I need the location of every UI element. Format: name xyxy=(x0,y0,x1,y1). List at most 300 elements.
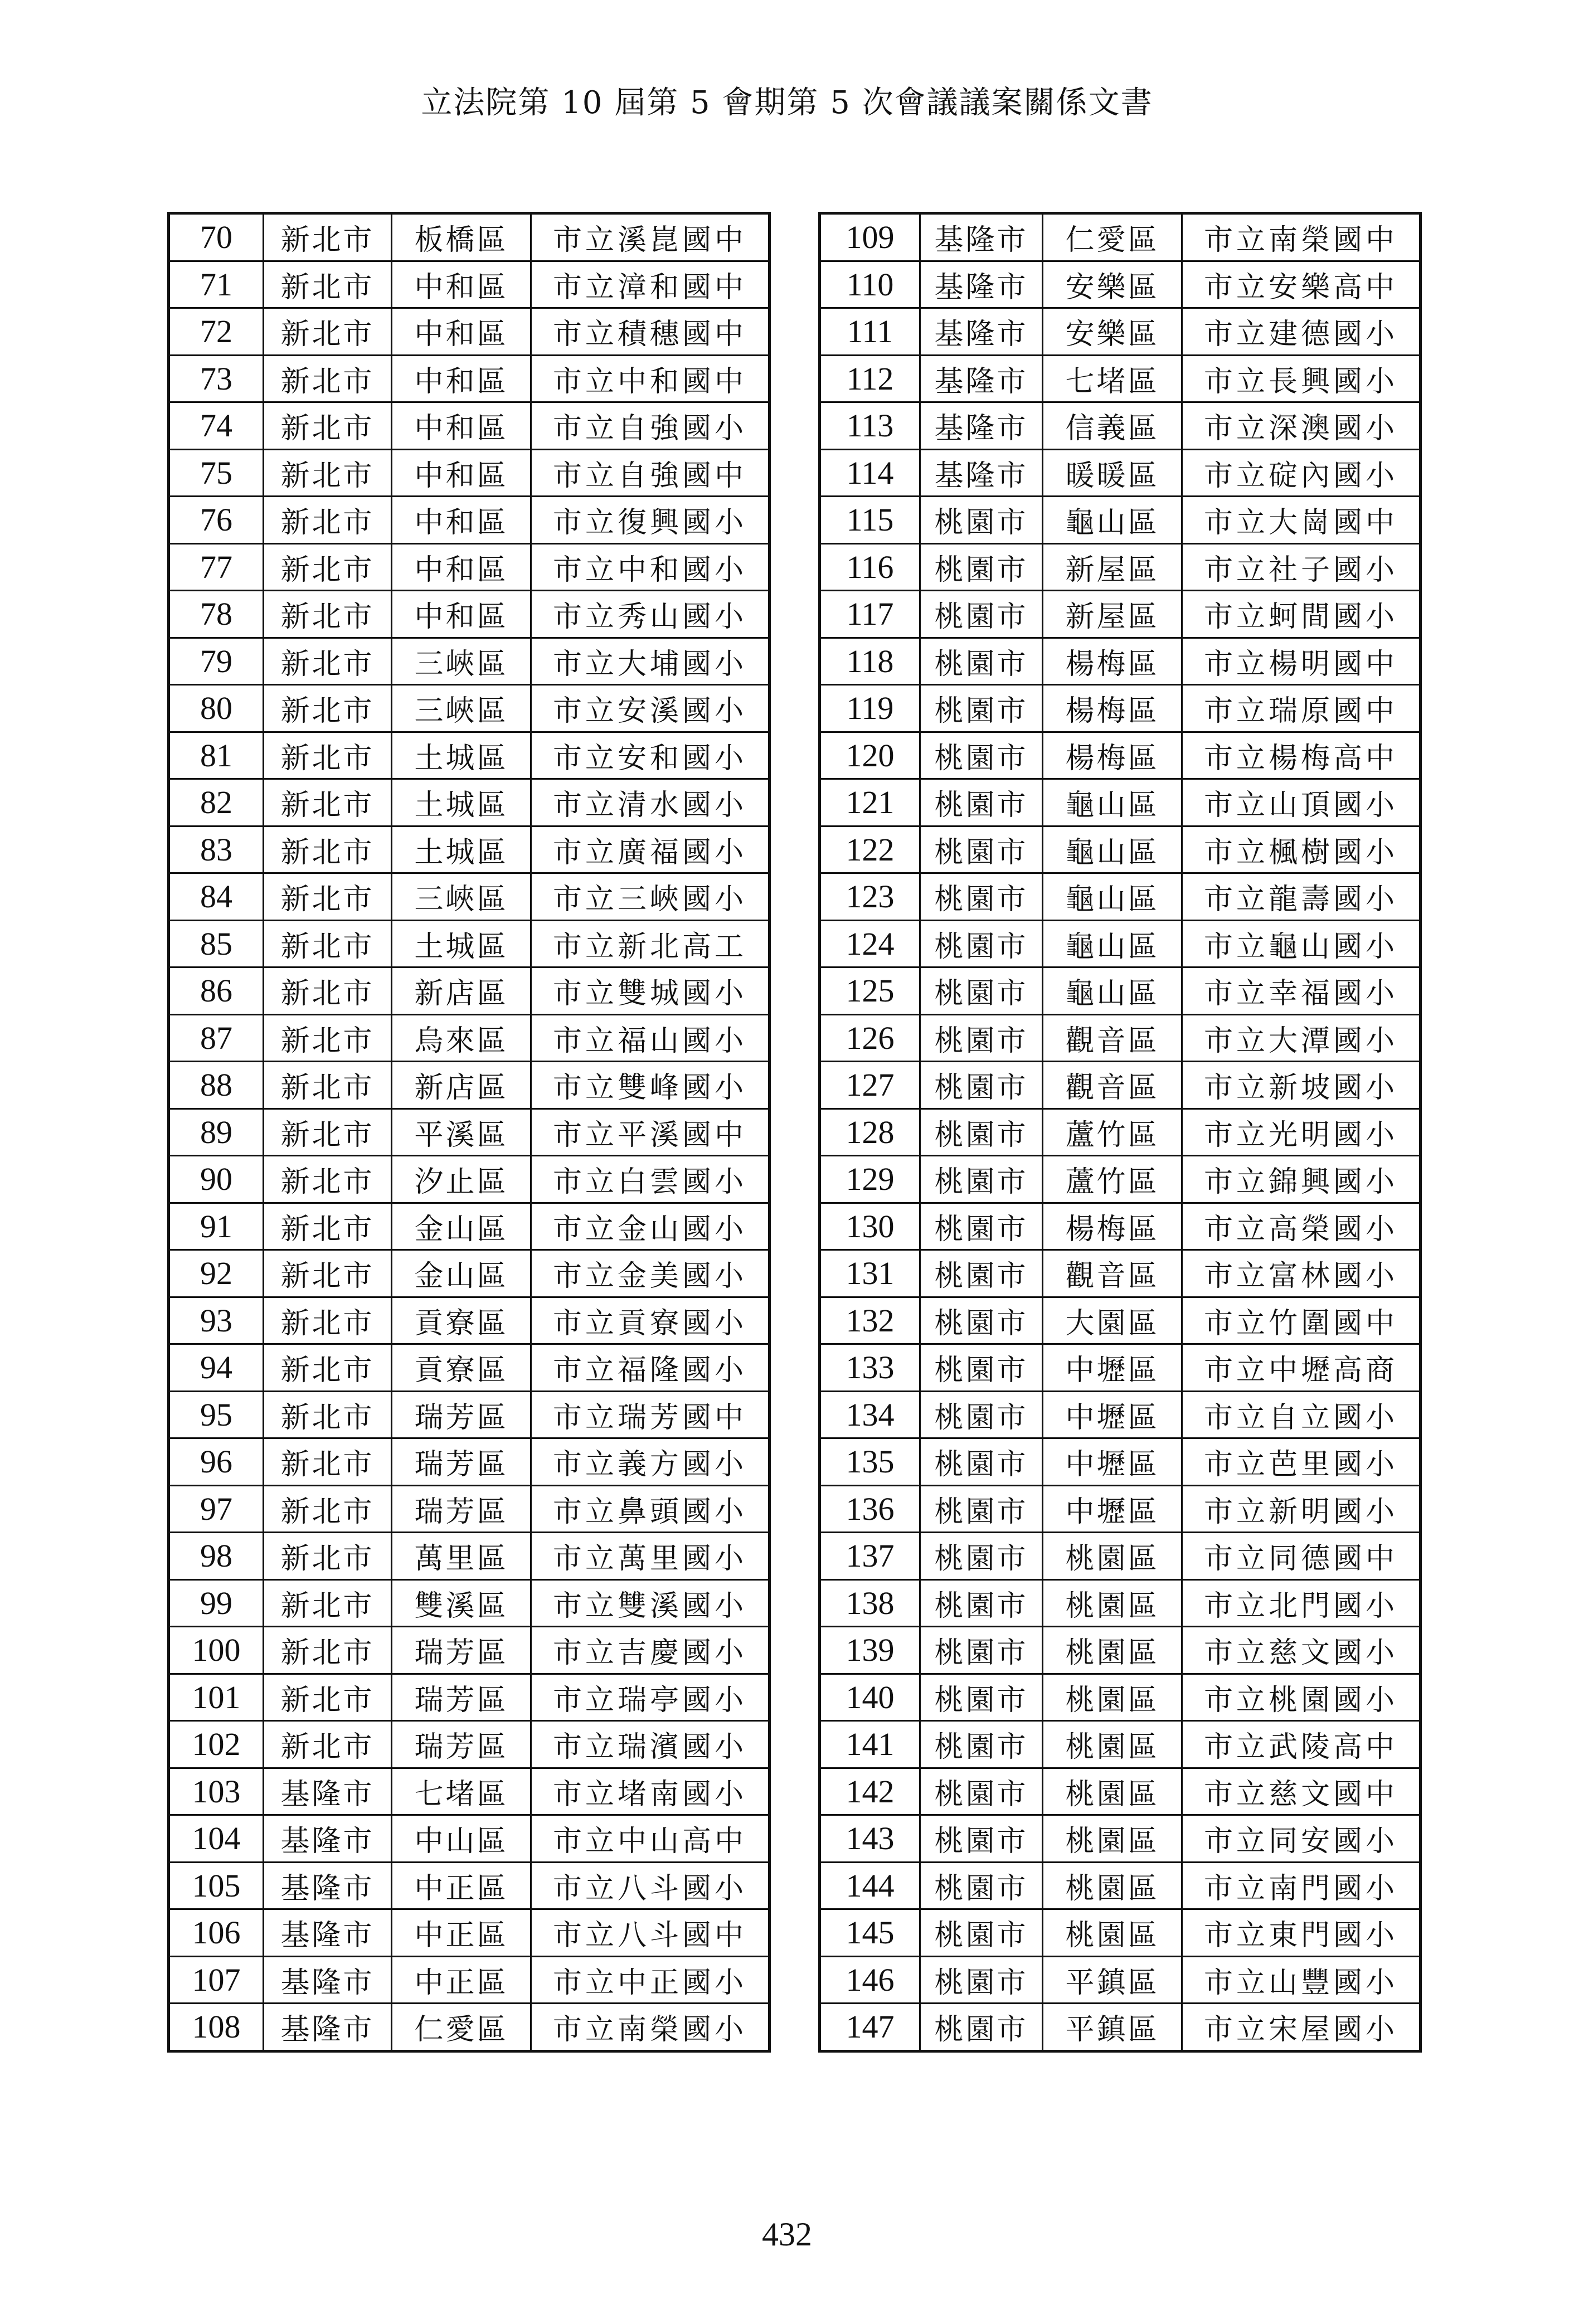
district-cell: 楊梅區 xyxy=(1043,732,1182,779)
school-cell: 市立八斗國小 xyxy=(531,1862,770,1909)
school-cell: 市立漳和國中 xyxy=(531,261,770,308)
table-row xyxy=(169,638,770,685)
school-cell: 市立安樂高中 xyxy=(1182,261,1421,308)
city-cell: 新北市 xyxy=(264,1250,392,1297)
page-number: 432 xyxy=(762,2216,812,2253)
school-cell: 市立深澳國小 xyxy=(1182,402,1421,450)
district-cell: 中壢區 xyxy=(1043,1485,1182,1533)
table-row xyxy=(169,1438,770,1486)
district-cell: 蘆竹區 xyxy=(1043,1108,1182,1156)
city-cell: 新北市 xyxy=(264,449,392,497)
city-cell: 新北市 xyxy=(264,1579,392,1627)
city-cell: 桃園市 xyxy=(920,1297,1043,1344)
district-cell: 土城區 xyxy=(392,732,531,779)
school-cell: 市立瑞芳國中 xyxy=(531,1391,770,1438)
table-row xyxy=(820,449,1421,497)
table-row xyxy=(820,1956,1421,2004)
city-cell: 基隆市 xyxy=(920,355,1043,402)
district-cell: 桃園區 xyxy=(1043,1862,1182,1909)
city-cell: 基隆市 xyxy=(920,449,1043,497)
school-cell: 市立中山高中 xyxy=(531,1815,770,1863)
district-cell: 中壢區 xyxy=(1043,1438,1182,1486)
city-cell: 桃園市 xyxy=(920,1391,1043,1438)
table-row xyxy=(169,732,770,779)
district-cell: 中和區 xyxy=(392,402,531,450)
row-number-cell: 91 xyxy=(169,1203,264,1250)
district-cell: 瑞芳區 xyxy=(392,1674,531,1721)
table-row xyxy=(820,1344,1421,1392)
row-number-cell: 93 xyxy=(169,1297,264,1344)
city-cell: 桃園市 xyxy=(920,497,1043,544)
district-cell: 中山區 xyxy=(392,1815,531,1863)
city-cell: 基隆市 xyxy=(264,1956,392,2004)
table-row xyxy=(820,308,1421,356)
row-number-cell: 117 xyxy=(820,591,920,638)
district-cell: 楊梅區 xyxy=(1043,685,1182,732)
table-row xyxy=(820,213,1421,261)
district-cell: 金山區 xyxy=(392,1203,531,1250)
school-cell: 市立幸福國小 xyxy=(1182,967,1421,1015)
district-cell: 中正區 xyxy=(392,1956,531,2004)
row-number-cell: 141 xyxy=(820,1721,920,1768)
school-cell: 市立金山國小 xyxy=(531,1203,770,1250)
district-cell: 三峽區 xyxy=(392,873,531,921)
table-row xyxy=(820,873,1421,921)
city-cell: 桃園市 xyxy=(920,1485,1043,1533)
district-cell: 龜山區 xyxy=(1043,826,1182,873)
table-row xyxy=(169,685,770,732)
school-cell: 市立雙城國小 xyxy=(531,967,770,1015)
city-cell: 桃園市 xyxy=(920,1108,1043,1156)
row-number-cell: 133 xyxy=(820,1344,920,1392)
school-cell: 市立白雲國小 xyxy=(531,1156,770,1203)
city-cell: 新北市 xyxy=(264,920,392,967)
school-cell: 市立廣福國小 xyxy=(531,826,770,873)
district-cell: 觀音區 xyxy=(1043,1062,1182,1109)
row-number-cell: 100 xyxy=(169,1627,264,1674)
district-cell: 新屋區 xyxy=(1043,591,1182,638)
city-cell: 桃園市 xyxy=(920,1956,1043,2004)
row-number-cell: 72 xyxy=(169,308,264,356)
table-row xyxy=(820,1674,1421,1721)
table-row xyxy=(169,261,770,308)
row-number-cell: 118 xyxy=(820,638,920,685)
school-table-right-body xyxy=(820,213,1421,2051)
table-row xyxy=(169,1250,770,1297)
school-cell: 市立長興國小 xyxy=(1182,355,1421,402)
row-number-cell: 103 xyxy=(169,1768,264,1815)
school-cell: 市立貢寮國小 xyxy=(531,1297,770,1344)
table-row xyxy=(820,1862,1421,1909)
table-row xyxy=(169,1156,770,1203)
city-cell: 桃園市 xyxy=(920,1203,1043,1250)
row-number-cell: 96 xyxy=(169,1438,264,1486)
district-cell: 中正區 xyxy=(392,1909,531,1957)
district-cell: 平鎮區 xyxy=(1043,1956,1182,2004)
table-row xyxy=(169,1909,770,1957)
table-row xyxy=(169,308,770,356)
table-row xyxy=(169,213,770,261)
school-cell: 市立龍壽國小 xyxy=(1182,873,1421,921)
city-cell: 桃園市 xyxy=(920,1721,1043,1768)
district-cell: 板橋區 xyxy=(392,213,531,261)
row-number-cell: 106 xyxy=(169,1909,264,1957)
school-cell: 市立楓樹國小 xyxy=(1182,826,1421,873)
city-cell: 桃園市 xyxy=(920,1062,1043,1109)
city-cell: 新北市 xyxy=(264,1721,392,1768)
district-cell: 觀音區 xyxy=(1043,1014,1182,1062)
school-cell: 市立復興國小 xyxy=(531,497,770,544)
district-cell: 土城區 xyxy=(392,920,531,967)
district-cell: 桃園區 xyxy=(1043,1909,1182,1957)
district-cell: 龜山區 xyxy=(1043,497,1182,544)
city-cell: 桃園市 xyxy=(920,779,1043,826)
city-cell: 新北市 xyxy=(264,308,392,356)
city-cell: 新北市 xyxy=(264,1062,392,1109)
table-row xyxy=(169,920,770,967)
district-cell: 土城區 xyxy=(392,779,531,826)
city-cell: 基隆市 xyxy=(264,1768,392,1815)
row-number-cell: 132 xyxy=(820,1297,920,1344)
school-cell: 市立龜山國小 xyxy=(1182,920,1421,967)
table-row xyxy=(169,1108,770,1156)
school-cell: 市立三峽國小 xyxy=(531,873,770,921)
district-cell: 楊梅區 xyxy=(1043,638,1182,685)
city-cell: 新北市 xyxy=(264,1391,392,1438)
city-cell: 桃園市 xyxy=(920,2004,1043,2051)
district-cell: 龜山區 xyxy=(1043,873,1182,921)
city-cell: 桃園市 xyxy=(920,591,1043,638)
table-row xyxy=(169,1391,770,1438)
table-row xyxy=(820,1909,1421,1957)
row-number-cell: 116 xyxy=(820,543,920,591)
table-row xyxy=(820,638,1421,685)
school-cell: 市立瑞原國中 xyxy=(1182,685,1421,732)
row-number-cell: 142 xyxy=(820,1768,920,1815)
district-cell: 龜山區 xyxy=(1043,967,1182,1015)
city-cell: 桃園市 xyxy=(920,1250,1043,1297)
city-cell: 新北市 xyxy=(264,732,392,779)
table-row xyxy=(820,1062,1421,1109)
school-cell: 市立新坡國小 xyxy=(1182,1062,1421,1109)
school-cell: 市立東門國小 xyxy=(1182,1909,1421,1957)
row-number-cell: 78 xyxy=(169,591,264,638)
table-row xyxy=(820,920,1421,967)
table-row xyxy=(169,1579,770,1627)
table-row xyxy=(820,732,1421,779)
city-cell: 新北市 xyxy=(264,402,392,450)
row-number-cell: 119 xyxy=(820,685,920,732)
school-cell: 市立大崗國中 xyxy=(1182,497,1421,544)
row-number-cell: 76 xyxy=(169,497,264,544)
district-cell: 中壢區 xyxy=(1043,1344,1182,1392)
city-cell: 新北市 xyxy=(264,638,392,685)
school-cell: 市立慈文國小 xyxy=(1182,1627,1421,1674)
row-number-cell: 138 xyxy=(820,1579,920,1627)
school-cell: 市立錦興國小 xyxy=(1182,1156,1421,1203)
school-table-right xyxy=(818,212,1422,2053)
district-cell: 瑞芳區 xyxy=(392,1485,531,1533)
school-cell: 市立吉慶國小 xyxy=(531,1627,770,1674)
city-cell: 新北市 xyxy=(264,826,392,873)
school-cell: 市立雙溪國小 xyxy=(531,1579,770,1627)
district-cell: 貢寮區 xyxy=(392,1297,531,1344)
district-cell: 新店區 xyxy=(392,1062,531,1109)
row-number-cell: 104 xyxy=(169,1815,264,1863)
table-row xyxy=(169,1721,770,1768)
district-cell: 蘆竹區 xyxy=(1043,1156,1182,1203)
district-cell: 龜山區 xyxy=(1043,779,1182,826)
school-cell: 市立雙峰國小 xyxy=(531,1062,770,1109)
row-number-cell: 105 xyxy=(169,1862,264,1909)
city-cell: 桃園市 xyxy=(920,873,1043,921)
school-cell: 市立自強國小 xyxy=(531,402,770,450)
school-cell: 市立同德國中 xyxy=(1182,1533,1421,1580)
table-row xyxy=(820,1108,1421,1156)
row-number-cell: 82 xyxy=(169,779,264,826)
district-cell: 瑞芳區 xyxy=(392,1438,531,1486)
district-cell: 土城區 xyxy=(392,826,531,873)
school-cell: 市立自強國中 xyxy=(531,449,770,497)
row-number-cell: 92 xyxy=(169,1250,264,1297)
table-row xyxy=(820,1579,1421,1627)
city-cell: 新北市 xyxy=(264,1344,392,1392)
row-number-cell: 145 xyxy=(820,1909,920,1957)
city-cell: 基隆市 xyxy=(920,213,1043,261)
table-row xyxy=(169,1203,770,1250)
school-cell: 市立武陵高中 xyxy=(1182,1721,1421,1768)
row-number-cell: 99 xyxy=(169,1579,264,1627)
district-cell: 汐止區 xyxy=(392,1156,531,1203)
table-row xyxy=(820,591,1421,638)
row-number-cell: 130 xyxy=(820,1203,920,1250)
city-cell: 新北市 xyxy=(264,1014,392,1062)
row-number-cell: 70 xyxy=(169,213,264,261)
school-cell: 市立瑞濱國小 xyxy=(531,1721,770,1768)
row-number-cell: 123 xyxy=(820,873,920,921)
city-cell: 新北市 xyxy=(264,543,392,591)
district-cell: 桃園區 xyxy=(1043,1721,1182,1768)
school-cell: 市立高榮國小 xyxy=(1182,1203,1421,1250)
city-cell: 新北市 xyxy=(264,355,392,402)
table-row xyxy=(820,261,1421,308)
table-row xyxy=(820,1297,1421,1344)
table-row xyxy=(820,1815,1421,1863)
school-table-left xyxy=(167,212,771,2053)
row-number-cell: 134 xyxy=(820,1391,920,1438)
school-cell: 市立安和國小 xyxy=(531,732,770,779)
school-cell: 市立中壢高商 xyxy=(1182,1344,1421,1392)
school-cell: 市立社子國小 xyxy=(1182,543,1421,591)
city-cell: 桃園市 xyxy=(920,543,1043,591)
city-cell: 新北市 xyxy=(264,1533,392,1580)
school-cell: 市立鼻頭國小 xyxy=(531,1485,770,1533)
row-number-cell: 140 xyxy=(820,1674,920,1721)
district-cell: 仁愛區 xyxy=(392,2004,531,2051)
district-cell: 瑞芳區 xyxy=(392,1721,531,1768)
row-number-cell: 146 xyxy=(820,1956,920,2004)
table-row xyxy=(169,967,770,1015)
city-cell: 桃園市 xyxy=(920,732,1043,779)
district-cell: 桃園區 xyxy=(1043,1815,1182,1863)
table-row xyxy=(820,826,1421,873)
table-row xyxy=(820,1156,1421,1203)
city-cell: 基隆市 xyxy=(264,1862,392,1909)
row-number-cell: 94 xyxy=(169,1344,264,1392)
district-cell: 平溪區 xyxy=(392,1108,531,1156)
row-number-cell: 89 xyxy=(169,1108,264,1156)
row-number-cell: 112 xyxy=(820,355,920,402)
district-cell: 安樂區 xyxy=(1043,308,1182,356)
table-row xyxy=(169,2004,770,2051)
school-cell: 市立大潭國小 xyxy=(1182,1014,1421,1062)
table-row xyxy=(820,497,1421,544)
school-cell: 市立秀山國小 xyxy=(531,591,770,638)
city-cell: 新北市 xyxy=(264,1156,392,1203)
table-row xyxy=(820,355,1421,402)
table-row xyxy=(820,1533,1421,1580)
district-cell: 瑞芳區 xyxy=(392,1627,531,1674)
district-cell: 中和區 xyxy=(392,261,531,308)
school-cell: 市立中正國小 xyxy=(531,1956,770,2004)
row-number-cell: 124 xyxy=(820,920,920,967)
city-cell: 新北市 xyxy=(264,779,392,826)
school-cell: 市立桃園國小 xyxy=(1182,1674,1421,1721)
row-number-cell: 114 xyxy=(820,449,920,497)
row-number-cell: 110 xyxy=(820,261,920,308)
district-cell: 萬里區 xyxy=(392,1533,531,1580)
city-cell: 基隆市 xyxy=(264,1909,392,1957)
city-cell: 桃園市 xyxy=(920,920,1043,967)
document-header: 立法院第 10 屆第 5 會期第 5 次會議議案關係文書 xyxy=(421,85,1153,121)
school-cell: 市立富林國小 xyxy=(1182,1250,1421,1297)
district-cell: 仁愛區 xyxy=(1043,213,1182,261)
city-cell: 新北市 xyxy=(264,967,392,1015)
district-cell: 信義區 xyxy=(1043,402,1182,450)
row-number-cell: 125 xyxy=(820,967,920,1015)
row-number-cell: 121 xyxy=(820,779,920,826)
table-row xyxy=(169,1297,770,1344)
district-cell: 桃園區 xyxy=(1043,1627,1182,1674)
table-row xyxy=(820,685,1421,732)
district-cell: 桃園區 xyxy=(1043,1579,1182,1627)
district-cell: 楊梅區 xyxy=(1043,1203,1182,1250)
district-cell: 桃園區 xyxy=(1043,1533,1182,1580)
city-cell: 桃園市 xyxy=(920,1627,1043,1674)
school-cell: 市立碇內國小 xyxy=(1182,449,1421,497)
row-number-cell: 147 xyxy=(820,2004,920,2051)
school-cell: 市立慈文國中 xyxy=(1182,1768,1421,1815)
city-cell: 新北市 xyxy=(264,497,392,544)
school-table-left-body xyxy=(169,213,770,2051)
row-number-cell: 135 xyxy=(820,1438,920,1486)
row-number-cell: 136 xyxy=(820,1485,920,1533)
row-number-cell: 87 xyxy=(169,1014,264,1062)
district-cell: 中正區 xyxy=(392,1862,531,1909)
school-cell: 市立溪崑國中 xyxy=(531,213,770,261)
city-cell: 新北市 xyxy=(264,1438,392,1486)
row-number-cell: 81 xyxy=(169,732,264,779)
city-cell: 桃園市 xyxy=(920,638,1043,685)
row-number-cell: 75 xyxy=(169,449,264,497)
row-number-cell: 129 xyxy=(820,1156,920,1203)
city-cell: 桃園市 xyxy=(920,967,1043,1015)
table-row xyxy=(169,1014,770,1062)
row-number-cell: 128 xyxy=(820,1108,920,1156)
city-cell: 基隆市 xyxy=(920,402,1043,450)
row-number-cell: 109 xyxy=(820,213,920,261)
district-cell: 平鎮區 xyxy=(1043,2004,1182,2051)
table-row xyxy=(169,1344,770,1392)
table-row xyxy=(820,779,1421,826)
school-cell: 市立楊明國中 xyxy=(1182,638,1421,685)
district-cell: 桃園區 xyxy=(1043,1768,1182,1815)
city-cell: 新北市 xyxy=(264,873,392,921)
row-number-cell: 86 xyxy=(169,967,264,1015)
school-cell: 市立南榮國中 xyxy=(1182,213,1421,261)
table-row xyxy=(820,1250,1421,1297)
row-number-cell: 108 xyxy=(169,2004,264,2051)
row-number-cell: 79 xyxy=(169,638,264,685)
table-row xyxy=(169,779,770,826)
table-row xyxy=(820,1627,1421,1674)
district-cell: 中和區 xyxy=(392,591,531,638)
row-number-cell: 98 xyxy=(169,1533,264,1580)
city-cell: 桃園市 xyxy=(920,1438,1043,1486)
table-row xyxy=(169,543,770,591)
city-cell: 基隆市 xyxy=(264,2004,392,2051)
city-cell: 桃園市 xyxy=(920,1674,1043,1721)
row-number-cell: 144 xyxy=(820,1862,920,1909)
school-cell: 市立宋屋國小 xyxy=(1182,2004,1421,2051)
row-number-cell: 131 xyxy=(820,1250,920,1297)
district-cell: 中壢區 xyxy=(1043,1391,1182,1438)
city-cell: 新北市 xyxy=(264,685,392,732)
table-row xyxy=(169,1485,770,1533)
city-cell: 新北市 xyxy=(264,1108,392,1156)
city-cell: 新北市 xyxy=(264,1674,392,1721)
city-cell: 桃園市 xyxy=(920,1862,1043,1909)
school-cell: 市立南門國小 xyxy=(1182,1862,1421,1909)
row-number-cell: 102 xyxy=(169,1721,264,1768)
district-cell: 七堵區 xyxy=(392,1768,531,1815)
table-row xyxy=(820,1438,1421,1486)
district-cell: 金山區 xyxy=(392,1250,531,1297)
school-cell: 市立蚵間國小 xyxy=(1182,591,1421,638)
district-cell: 雙溪區 xyxy=(392,1579,531,1627)
table-row xyxy=(169,1062,770,1109)
table-row xyxy=(820,543,1421,591)
school-cell: 市立大埔國小 xyxy=(531,638,770,685)
school-cell: 市立芭里國小 xyxy=(1182,1438,1421,1486)
district-cell: 觀音區 xyxy=(1043,1250,1182,1297)
school-cell: 市立清水國小 xyxy=(531,779,770,826)
table-row xyxy=(169,1627,770,1674)
table-row xyxy=(169,1815,770,1863)
school-cell: 市立自立國小 xyxy=(1182,1391,1421,1438)
table-row xyxy=(820,1391,1421,1438)
school-cell: 市立積穗國中 xyxy=(531,308,770,356)
row-number-cell: 107 xyxy=(169,1956,264,2004)
table-row xyxy=(820,967,1421,1015)
table-row xyxy=(169,1533,770,1580)
school-cell: 市立建德國小 xyxy=(1182,308,1421,356)
city-cell: 桃園市 xyxy=(920,1768,1043,1815)
city-cell: 桃園市 xyxy=(920,1156,1043,1203)
district-cell: 新店區 xyxy=(392,967,531,1015)
school-cell: 市立新北高工 xyxy=(531,920,770,967)
city-cell: 新北市 xyxy=(264,591,392,638)
